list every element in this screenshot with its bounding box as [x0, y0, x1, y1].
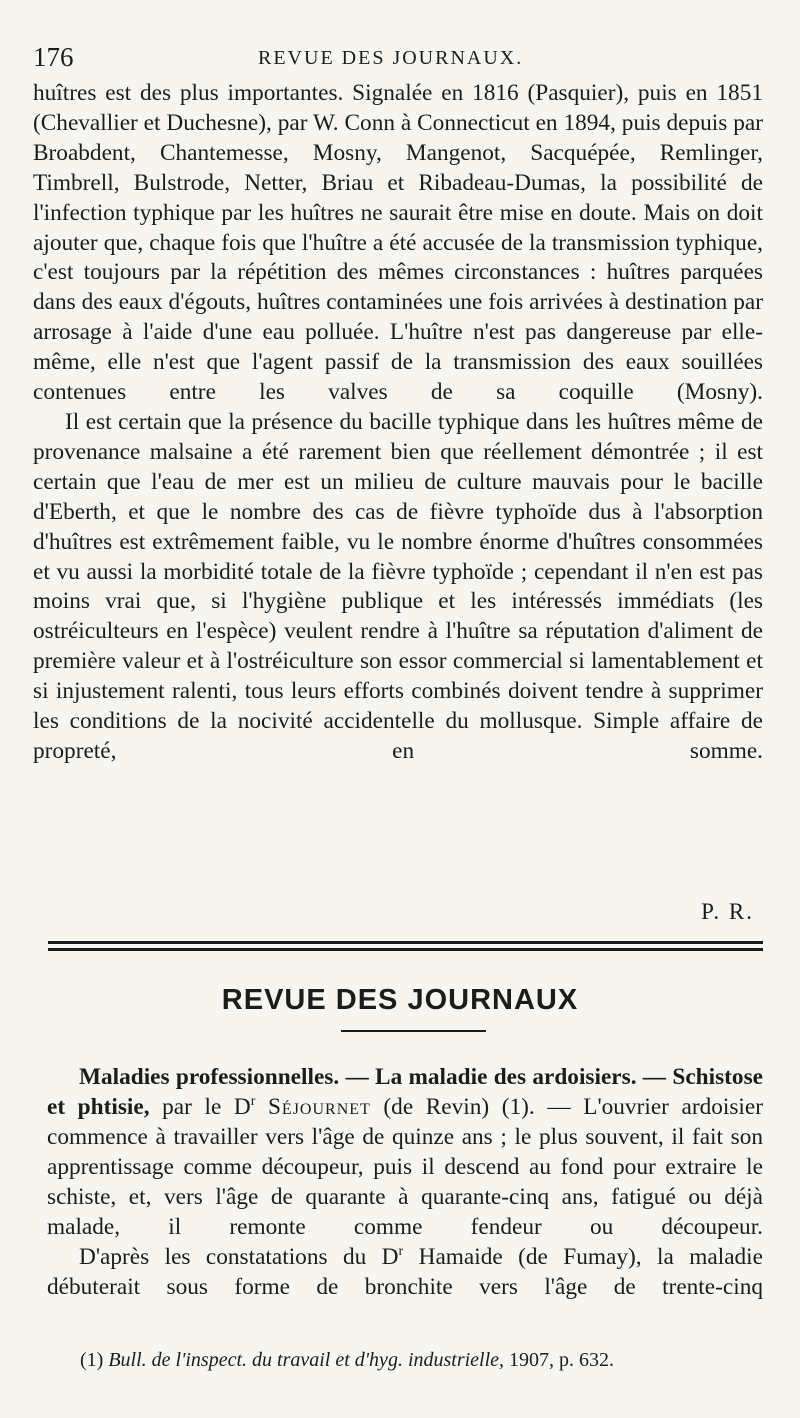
- footnote: [80, 1346, 770, 1374]
- journal-paragraph-2: [47, 1242, 763, 1302]
- running-head: [33, 40, 763, 74]
- journal-byline-suffix: (de Revin) (1).: [383, 1094, 535, 1120]
- page-number: 176: [33, 42, 74, 72]
- footnote-source: Bull. de l'inspect. du travail et d'hyg. industrielle,: [108, 1349, 505, 1371]
- footnote-details: 1907, p. 632.: [509, 1349, 615, 1371]
- article-paragraph-1: huîtres est des plus importantes. Signalée en 1816 (Pasquier), puis en 1851 (Chevallier et Duchesne), par W. Conn à Connecticut en 1894, puis depuis par Broabdent, Chantemesse, Mosny, Mangenot, Sacquépée, Remlinger, Timbrell, Bulstrode, Netter, Briau et Ribadeau-Dumas, la possibilité de l'infection typhique par les huîtres ne saurait être mise en doute. Mais on doit ajouter que, chaque fois que l'huître a été accusée de la transmission typhique, c'est toujours par la répétition des mêmes circonstances : huîtres parquées dans des eaux d'égouts, huîtres contaminées une fois arrivées à destination par arrosage à l'aide d'une eau polluée. L'huître n'est pas dangereuse par elle-même, elle n'est que l'agent passif de la transmission des eaux souillées contenues entre les valves de sa coquille (Mosny).: [33, 80, 763, 406]
- journal-paragraph-1-text: — L'ouvrier ardoisier commence à travailler vers l'âge de quinze ans ; le plus souvent, il fait son apprentissage comme découpeur, puis il descend au fond pour extraire le schiste, et, vers l'âge de quarante à quarante-cinq ans, fatigué ou déjà malade, il remonte comme fendeur ou découpeur.: [47, 1094, 764, 1240]
- journal-review: [47, 1062, 763, 1302]
- journal-paragraph-2-sup: r: [398, 1244, 404, 1260]
- journal-paragraph-2-prefix: D'après les constatations du D: [79, 1244, 399, 1270]
- journal-paragraph-1: [47, 1062, 763, 1242]
- journal-paragraph-2-text: Hamaide (de Fumay), la maladie débuterait sous forme de bronchite vers l'âge de trente-cinq: [47, 1244, 763, 1300]
- journal-byline-prefix: par le D: [162, 1094, 251, 1120]
- section-title: REVUE DES JOURNAUX: [221, 984, 579, 1016]
- journal-heading: Maladies professionnelles. — La maladie des ardoisiers. — Schistose et phtisie,: [47, 1064, 763, 1120]
- article-paragraph-2: Il est certain que la présence du bacille typhique dans les huîtres même de provenance malsaine a été rarement bien que réellement démontrée ; il est certain que l'eau de mer est un milieu de culture mauvais pour le bacille d'Eberth, et que le nombre des cas de fièvre typhoïde dus à l'absorption d'huîtres est extrêmement faible, vu le nombre énorme d'huîtres consommées et vu aussi la morbidité totale de la fièvre typhoïde ; cependant il n'en est pas moins vrai que, si l'hygiène publique et les intéressés immédiats (les ostréiculteurs en l'espèce) veulent rendre à l'huître sa réputation d'aliment de première valeur et à l'ostréiculture son essor commercial si lamentablement et si injustement ralenti, tous leurs efforts combinés doivent tendre à supprimer les conditions de la nocivité accidentelle du mollusque. Simple affaire de propreté, en somme.: [33, 408, 763, 764]
- journal-byline-sup: r: [250, 1094, 256, 1110]
- article-signature: P. R.: [701, 899, 754, 924]
- journal-author: Séjournet: [267, 1094, 371, 1120]
- section-title-rule: [341, 1030, 486, 1032]
- section-divider-top: [48, 941, 763, 944]
- running-title: REVUE DES JOURNAUX.: [258, 47, 524, 69]
- section-divider-bottom: [48, 948, 763, 951]
- footnote-marker: (1): [80, 1349, 104, 1371]
- article-body: [33, 79, 763, 767]
